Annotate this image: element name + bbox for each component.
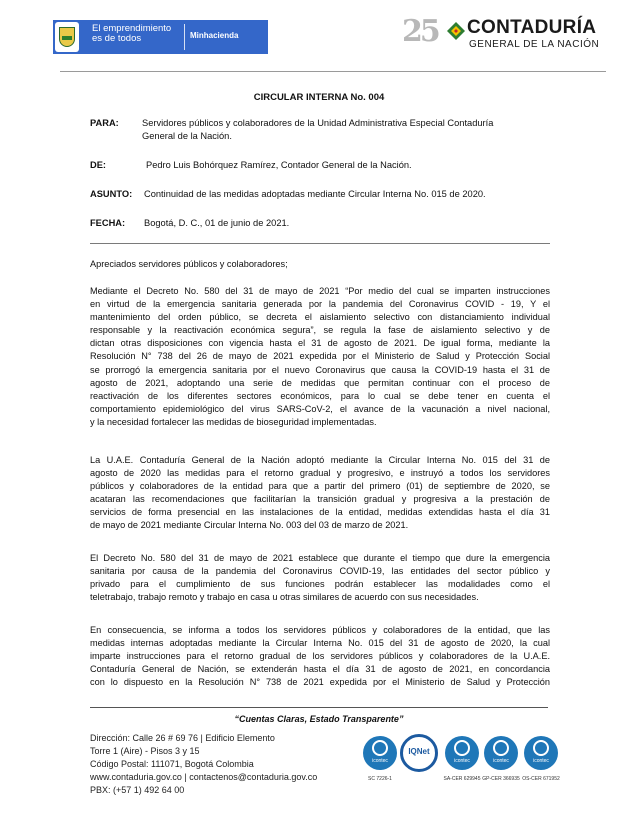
paragraph-line: dictan otras disposiciones con vigencia hasta el 31 de agosto de 2021. De igual forma, mediante la bbox=[90, 338, 550, 349]
paragraph-line: y la necesidad fortalecer las medidas de bioseguridad implementadas. bbox=[90, 416, 377, 427]
document-title: CIRCULAR INTERNA No. 004 bbox=[253, 92, 385, 103]
banner-divider bbox=[184, 24, 185, 50]
header-divider bbox=[60, 71, 606, 72]
paragraph-line: imparte instrucciones para el retorno gradual de los servidores públicos y colaboradores de la U.A.E. bbox=[90, 651, 550, 662]
paragraph-line: en virtud de la emergencia sanitaria generada por la pandemia del Coronavirus COVID - 19, Y el bbox=[90, 299, 550, 310]
paragraph-line: sanitaria por causa de la pandemia del Coronavirus COVID-19, las entidades del sector público y bbox=[90, 566, 550, 577]
para-label: PARA: bbox=[90, 118, 119, 128]
coat-of-arms-icon bbox=[55, 22, 79, 52]
icontec-certification-icon: icontec bbox=[363, 736, 397, 770]
paragraph-line: mantenimiento del orden público, se decreta el aislamiento selectivo con distanciamiento individual bbox=[90, 312, 550, 323]
paragraph-1 bbox=[90, 285, 550, 429]
slogan-line: es de todos bbox=[92, 33, 142, 44]
paragraph-line: teletrabajo, trabajo remoto y trabajo en casa u otras similares de acuerdo con sus necesidades. bbox=[90, 592, 479, 603]
paragraph-2 bbox=[90, 454, 550, 533]
banner-slogan bbox=[92, 24, 178, 44]
footer-divider bbox=[90, 707, 548, 708]
fecha-value: Bogotá, D. C., 01 de junio de 2021. bbox=[144, 218, 290, 228]
logo-name: CONTADURÍA bbox=[467, 17, 597, 38]
paragraph-line: Resolución N° 738 del 26 de mayo de 2021 expedida por el Ministerio de Salud y Protección Social bbox=[90, 351, 550, 362]
certification-code: GP-CER 366935 bbox=[482, 776, 520, 782]
paragraph-line: El Decreto No. 580 del 31 de mayo de 2021 establece que durante el tiempo que dure la emergencia bbox=[90, 553, 550, 563]
footer-address: Dirección: Calle 26 # 69 76 | Edificio Elemento bbox=[90, 733, 275, 743]
paragraph-line: responsable y la reactivación económica segura”, se regula la fase de aislamiento selectivo y de bbox=[90, 325, 550, 336]
paragraph-line: agosto de 2021, adoptando una serie de medidas que permitan continuar con el proceso de bbox=[90, 377, 550, 388]
slogan-line: El emprendimiento bbox=[92, 23, 172, 34]
para-value-continued: General de la Nación. bbox=[142, 131, 232, 141]
footer-motto: “Cuentas Claras, Estado Transparente” bbox=[234, 714, 404, 724]
paragraph-line: con lo dispuesto en la Resolución N° 738 de 2021 expedida por el Ministerio de Salud y Protección bbox=[90, 677, 550, 688]
greeting: Apreciados servidores públicos y colaboradores; bbox=[90, 259, 288, 269]
paragraph-line: se prorrogó la emergencia sanitaria por el nuevo Coronavirus que causa la COVID-19 hasta el 31 de bbox=[90, 364, 550, 375]
icontec-certification-icon: icontec bbox=[484, 736, 518, 770]
paragraph-line: reactivación de los diferentes sectores económicos, para lo cual se debe tener en cuenta el bbox=[90, 390, 550, 401]
certification-code: SC 7226-1 bbox=[368, 776, 392, 782]
iqnet-certification-icon: IQNet bbox=[400, 734, 438, 772]
asunto-label: ASUNTO: bbox=[90, 189, 133, 199]
paragraph-line: Contaduría General de Nación, se extenderán hasta el día 31 de agosto de 2021, en concordancia bbox=[90, 664, 550, 675]
icontec-certification-icon: icontec bbox=[524, 736, 558, 770]
fecha-label: FECHA: bbox=[90, 218, 126, 228]
footer-postal-code: Código Postal: 111071, Bogotá Colombia bbox=[90, 759, 254, 769]
paragraph-line: Mediante el Decreto No. 580 del 31 de mayo de 2021 “Por medio del cual se imparten instrucciones bbox=[90, 286, 550, 296]
paragraph-line: medidas internas adoptadas mediante la Circular Interna No. 015 del 31 de agosto de 2020, la cual bbox=[90, 638, 550, 649]
paragraph-line: comportamiento epidemiológico del virus SARS-CoV-2, el avance de la vacunación a nivel nacional, bbox=[90, 403, 550, 414]
logo-subtitle: GENERAL DE LA NACIÓN bbox=[469, 39, 600, 50]
paragraph-line: La U.A.E. Contaduría General de la Nación adoptó mediante la Circular Interna No. 015 del 31 de bbox=[90, 455, 550, 465]
paragraph-line: En consecuencia, se informa a todos los servidores públicos y colaboradores de la entidad, que las bbox=[90, 625, 550, 635]
heading-divider bbox=[90, 243, 550, 244]
de-value: Pedro Luis Bohórquez Ramírez, Contador General de la Nación. bbox=[146, 160, 412, 170]
contaduria-logo-icon bbox=[447, 22, 465, 40]
de-label: DE: bbox=[90, 160, 107, 170]
certification-code: OS-CER 671952 bbox=[522, 776, 560, 782]
paragraph-line: públicos y colaboradores de la entidad para que a partir del primero (01) de septiembre de 2020, se bbox=[90, 481, 550, 492]
paragraph-3 bbox=[90, 552, 550, 604]
paragraph-line: agosto de 2020 las medidas para el retorno gradual y progresivo, e instruyó a todos los servidores bbox=[90, 468, 550, 479]
para-value: Servidores públicos y colaboradores de la Unidad Administrativa Especial Contaduría bbox=[142, 118, 494, 128]
ministry-label: Minhacienda bbox=[190, 31, 239, 40]
paragraph-line: de mayo de 2021 mediante Circular Interna No. 003 del 03 de marzo de 2021. bbox=[90, 520, 409, 531]
footer-web-email[interactable]: www.contaduria.gov.co | contactenos@contaduria.gov.co bbox=[90, 772, 318, 782]
certification-code: SA-CER 629945 bbox=[443, 776, 481, 782]
anniversary-number: 25 bbox=[402, 14, 438, 49]
paragraph-4 bbox=[90, 624, 550, 689]
paragraph-line: acataran las recomendaciones que facilitarían la transición gradual y progresiva a la prestación de bbox=[90, 494, 550, 505]
asunto-value: Continuidad de las medidas adoptadas mediante Circular Interna No. 015 de 2020. bbox=[144, 189, 486, 199]
paragraph-line: privado para el cumplimiento de sus funciones podrán establecer las modalidades como el bbox=[90, 579, 550, 590]
icontec-certification-icon: icontec bbox=[445, 736, 479, 770]
footer-phone: PBX: (+57 1) 492 64 00 bbox=[90, 785, 185, 795]
paragraph-line: servicios de forma presencial en las instalaciones de la entidad, medidas extendidas hasta el día 31 bbox=[90, 507, 550, 518]
footer-address-tower: Torre 1 (Aire) - Pisos 3 y 15 bbox=[90, 746, 200, 756]
